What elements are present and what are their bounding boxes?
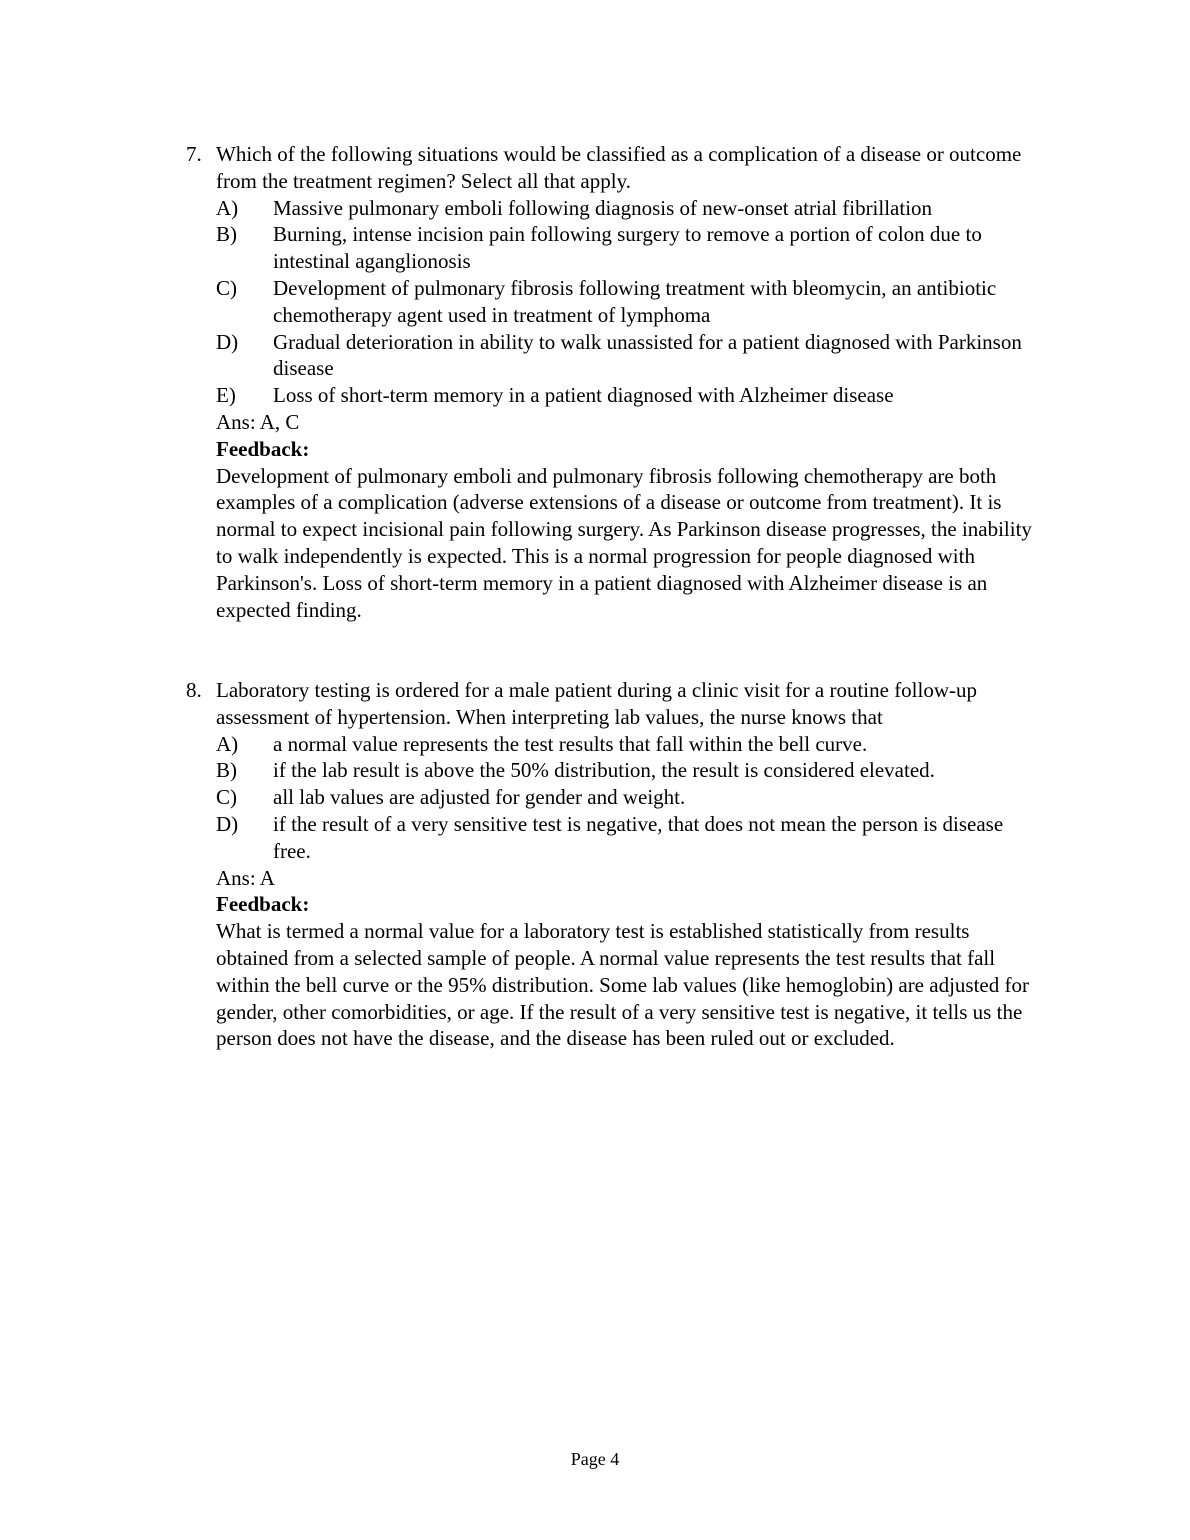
answer-options xyxy=(216,731,1046,865)
option-d xyxy=(216,811,1046,865)
answer-key: Ans: A, C xyxy=(216,409,300,434)
option-text: Massive pulmonary emboli following diagnosis of new-onset atrial fibrillation xyxy=(273,195,933,220)
option-letter: C) xyxy=(216,785,237,810)
option-e xyxy=(216,382,1046,409)
question-7 xyxy=(186,141,1046,623)
option-letter: E) xyxy=(216,383,236,408)
question-stem xyxy=(186,141,1046,195)
answer-key: Ans: A xyxy=(216,865,275,890)
option-text: Development of pulmonary fibrosis following treatment with bleomycin, an antibiotic chemotherapy agent used in treatment of lymphoma xyxy=(273,275,997,327)
question-number: 7. xyxy=(186,142,202,166)
option-b xyxy=(216,221,1046,275)
answer-options xyxy=(216,195,1046,409)
option-letter: D) xyxy=(216,329,239,354)
feedback-text: What is termed a normal value for a laboratory test is established statistically from results obtained from a selected sample of people. A normal value represents the test results that fall within the bell curve or the 95% distribution. Some lab values (like hemoglobin) are adjusted for gender, other comorbidities, or age. If the result of a very sensitive test is negative, it tells us the person does not have the disease, and the disease has been ruled out or excluded. xyxy=(216,919,1029,1051)
feedback-heading: Feedback: xyxy=(216,436,310,461)
option-letter: A) xyxy=(216,731,239,756)
option-d xyxy=(216,329,1046,383)
option-text: Loss of short-term memory in a patient diagnosed with Alzheimer disease xyxy=(273,383,894,408)
option-text: if the result of a very sensitive test is negative, that does not mean the person is disease free. xyxy=(273,811,1004,863)
option-a xyxy=(216,195,1046,222)
option-text: a normal value represents the test results that fall within the bell curve. xyxy=(273,731,868,756)
option-c xyxy=(216,275,1046,329)
question-8 xyxy=(186,677,1046,1052)
option-c xyxy=(216,784,1046,811)
question-number: 8. xyxy=(186,678,202,702)
option-letter: C) xyxy=(216,275,237,300)
feedback-heading: Feedback: xyxy=(216,892,310,917)
page-number: Page 4 xyxy=(570,1449,620,1469)
option-text: if the lab result is above the 50% distribution, the result is considered elevated. xyxy=(273,758,935,783)
question-stem xyxy=(186,677,1046,731)
option-letter: B) xyxy=(216,222,237,247)
option-a xyxy=(216,731,1046,758)
feedback-text: Development of pulmonary emboli and pulmonary fibrosis following chemotherapy are both examples of a complication (adverse extensions of a disease or outcome from treatment). It is normal to expect incisional pain following surgery. As Parkinson disease progresses, the inability to walk independently is expected. This is a normal progression for people diagnosed with Parkinson's. Loss of short-term memory in a patient diagnosed with Alzheimer disease is an expected finding. xyxy=(216,463,1032,622)
question-text: Which of the following situations would be classified as a complication of a disease or outcome from the treatment regimen? Select all that apply. xyxy=(216,142,1022,193)
question-text: Laboratory testing is ordered for a male patient during a clinic visit for a routine follow-up assessment of hypertension. When interpreting lab values, the nurse knows that xyxy=(216,678,978,729)
option-letter: A) xyxy=(216,195,239,220)
option-b xyxy=(216,757,1046,784)
option-text: Gradual deterioration in ability to walk unassisted for a patient diagnosed with Parkinson disease xyxy=(273,329,1022,381)
option-text: all lab values are adjusted for gender and weight. xyxy=(273,785,686,810)
option-letter: B) xyxy=(216,758,237,783)
option-letter: D) xyxy=(216,811,239,836)
option-text: Burning, intense incision pain following surgery to remove a portion of colon due to intestinal aganglionosis xyxy=(273,222,982,274)
